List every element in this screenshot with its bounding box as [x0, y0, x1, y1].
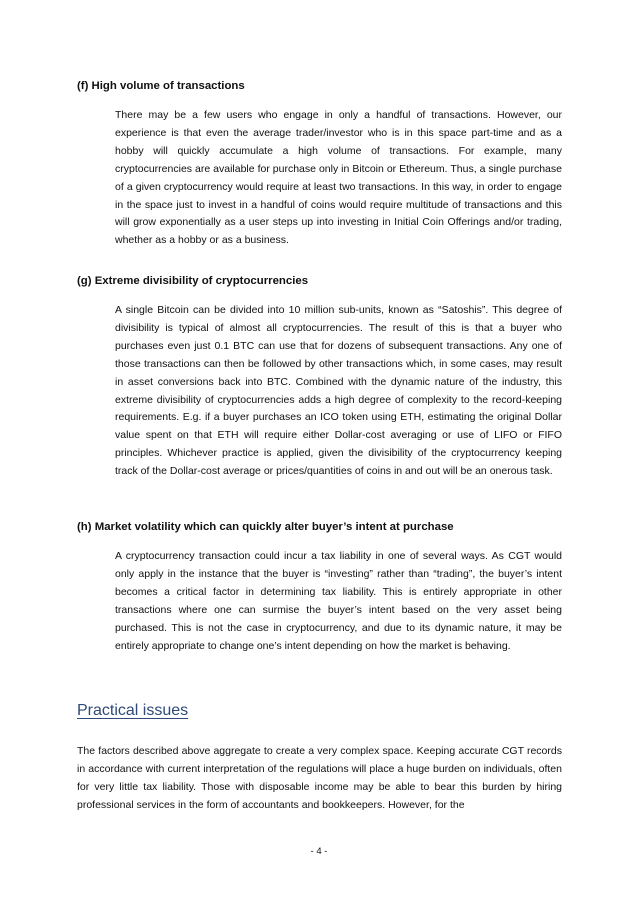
page-number: - 4 -	[310, 846, 328, 857]
section-g-body: A single Bitcoin can be divided into 10 million sub-units, known as “Satoshis”. This degree of divisibility is typical of almost all cryptocurrencies. The result of this is that a buyer who purchases even just 0.1 BTC can use that for dozens of subsequent transactions. Any one of those transactions can then be followed by other transactions which, in some cases, may result in asset conversions back into BTC. Combined with the dynamic nature of the industry, this extreme divisibility of cryptocurrencies adds a high degree of complexity to the record-keeping requirements. E.g. if a buyer purchases an ICO token using ETH, estimating the original Dollar value spent on that ETH will require either Dollar-cost averaging or use of LIFO or FIFO principles. Whichever practice is applied, given the divisibility of the cryptocurrency keeping track of the Dollar-cost average or prices/quantities of coins in and out will be an onerous task.	[115, 304, 562, 478]
practical-issues-body: The factors described above aggregate to create a very complex space. Keeping accurate CGT records in accordance with current interpretation of the regulations will place a huge burden on individuals, often for very little tax liability. Those with disposable income may be able to bear this burden by hiring professional services in the form of accountants and bookkeepers. However, for the	[77, 745, 562, 811]
section-h-heading: (h) Market volatility which can quickly alter buyer’s intent at purchase	[77, 521, 454, 533]
section-h-body: A cryptocurrency transaction could incur a tax liability in one of several ways. As CGT would only apply in the instance that the buyer is “investing” rather than “trading”, the buyer’s intent becomes a critical factor in determining tax liability. This is entirely appropriate in other transactions where one can surmise the buyer’s intent based on the very asset being purchased. This is not the case in cryptocurrency, and due to its dynamic nature, it may be entirely appropriate to change one’s intent depending on how the market is behaving.	[115, 550, 562, 652]
practical-issues-title: Practical issues	[77, 702, 189, 719]
section-f-heading: (f) High volume of transactions	[77, 80, 245, 92]
section-f-body: There may be a few users who engage in only a handful of transactions. However, our experience is that even the average trader/investor who is in this space part-time and as a hobby will quickly accumulate a high volume of transactions. For example, many cryptocurrencies are available for purchase only in Bitcoin or Ethereum. Thus, a single purchase of a given cryptocurrency would require at least two transactions. In this way, in order to engage in the space just to invest in a handful of coins would require multitude of transactions and this will grow exponentially as a user steps up into investing in Initial Coin Offerings and/or trading, whether as a hobby or as a business.	[115, 109, 562, 247]
section-g-heading: (g) Extreme divisibility of cryptocurrencies	[77, 275, 309, 287]
